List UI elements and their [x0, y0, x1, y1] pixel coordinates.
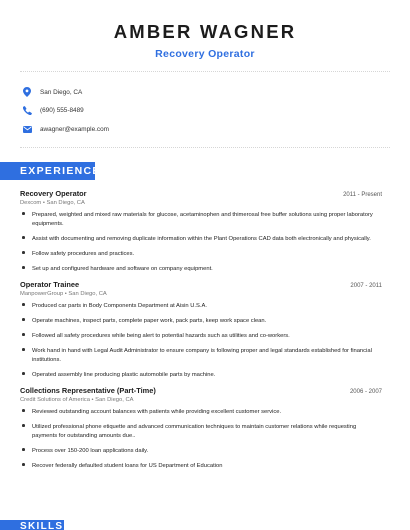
contact-email [22, 120, 109, 139]
bullet-text: Reviewed outstanding account balances with patients while providing excellent customer service. [32, 409, 282, 415]
contact-list [22, 83, 109, 139]
job-bullets [20, 408, 382, 471]
job-entry [20, 386, 382, 471]
job-entry [20, 280, 382, 380]
contact-location [22, 83, 109, 102]
job-company: Credit Solutions of America • San Diego, CA [20, 397, 134, 403]
contact-location-text: San Diego, CA [40, 88, 83, 96]
bullet-text: Set up and configured hardware and software on company equipment. [32, 266, 213, 272]
candidate-title: Recovery Operator [155, 48, 255, 60]
bullet-text: Recover federally defaulted student loans for US Department of Education [32, 463, 223, 469]
job-title: Collections Representative (Part-Time) [20, 386, 156, 395]
experience-list [20, 189, 382, 477]
bullet-item [20, 265, 382, 274]
bullet-text: Produced car parts in Body Components Department at Aisin U.S.A. [32, 303, 207, 309]
bullet-item [20, 211, 382, 229]
divider [20, 147, 390, 148]
section-heading-skills: SKILLS [0, 520, 64, 530]
bullet-text: Process over 150-200 loan applications daily. [32, 448, 149, 454]
resume-header [0, 0, 410, 60]
job-dates: 2011 - Present [343, 192, 382, 198]
bullet-item [20, 347, 382, 365]
bullet-text: Operated assembly line producing plastic automobile parts by machine. [32, 372, 216, 378]
contact-email-text: awagner@example.com [40, 125, 110, 133]
bullet-item [20, 302, 382, 311]
bullet-item [20, 462, 382, 471]
bullet-text: Follow safety procedures and practices. [32, 251, 135, 257]
job-title: Recovery Operator [20, 189, 87, 198]
bullet-text: Work hand in hand with Legal Audit Administrator to ensure company is following proper and legal standards established for financial institutions. [32, 348, 372, 363]
contact-phone-text: (690) 555-8489 [40, 107, 84, 115]
phone-icon [22, 106, 32, 116]
bullet-text: Followed all safety procedures while being alert to potential hazards such as utilities and co-workers. [32, 333, 290, 339]
bullet-text: Assist with documenting and removing duplicate information within the Plant Operations CAD data both electronically and physically. [32, 236, 371, 242]
job-entry [20, 189, 382, 274]
job-company: Dexcom • San Diego, CA [20, 200, 85, 206]
job-company: ManpowerGroup • San Diego, CA [20, 291, 107, 297]
bullet-item [20, 423, 382, 441]
location-pin-icon [22, 87, 32, 97]
section-heading-experience: EXPERIENCE [0, 162, 95, 180]
bullet-text: Utilized professional phone etiquette and advanced communication techniques to maintain customer relations while requesting payments for outstanding amounts due.. [32, 424, 357, 439]
job-dates: 2007 - 2011 [350, 283, 382, 289]
email-icon [22, 124, 32, 134]
bullet-item [20, 250, 382, 259]
job-title: Operator Trainee [20, 280, 80, 289]
job-bullets [20, 302, 382, 380]
job-bullets [20, 211, 382, 274]
bullet-item [20, 332, 382, 341]
job-dates: 2006 - 2007 [349, 389, 382, 395]
bullet-item [20, 408, 382, 417]
divider [20, 71, 390, 72]
bullet-item [20, 371, 382, 380]
bullet-text: Prepared, weighted and mixed raw materials for glucose, acetaminophen and thimerosal free buffer solutions using proper laboratory equipments. [32, 212, 373, 227]
bullet-item [20, 235, 382, 244]
bullet-item [20, 447, 382, 456]
bullet-item [20, 317, 382, 326]
candidate-name: AMBER WAGNER [113, 21, 297, 42]
bullet-text: Operate machines, inspect parts, complete paper work, pack parts, keep work space clean. [32, 318, 267, 324]
contact-phone [22, 102, 109, 121]
